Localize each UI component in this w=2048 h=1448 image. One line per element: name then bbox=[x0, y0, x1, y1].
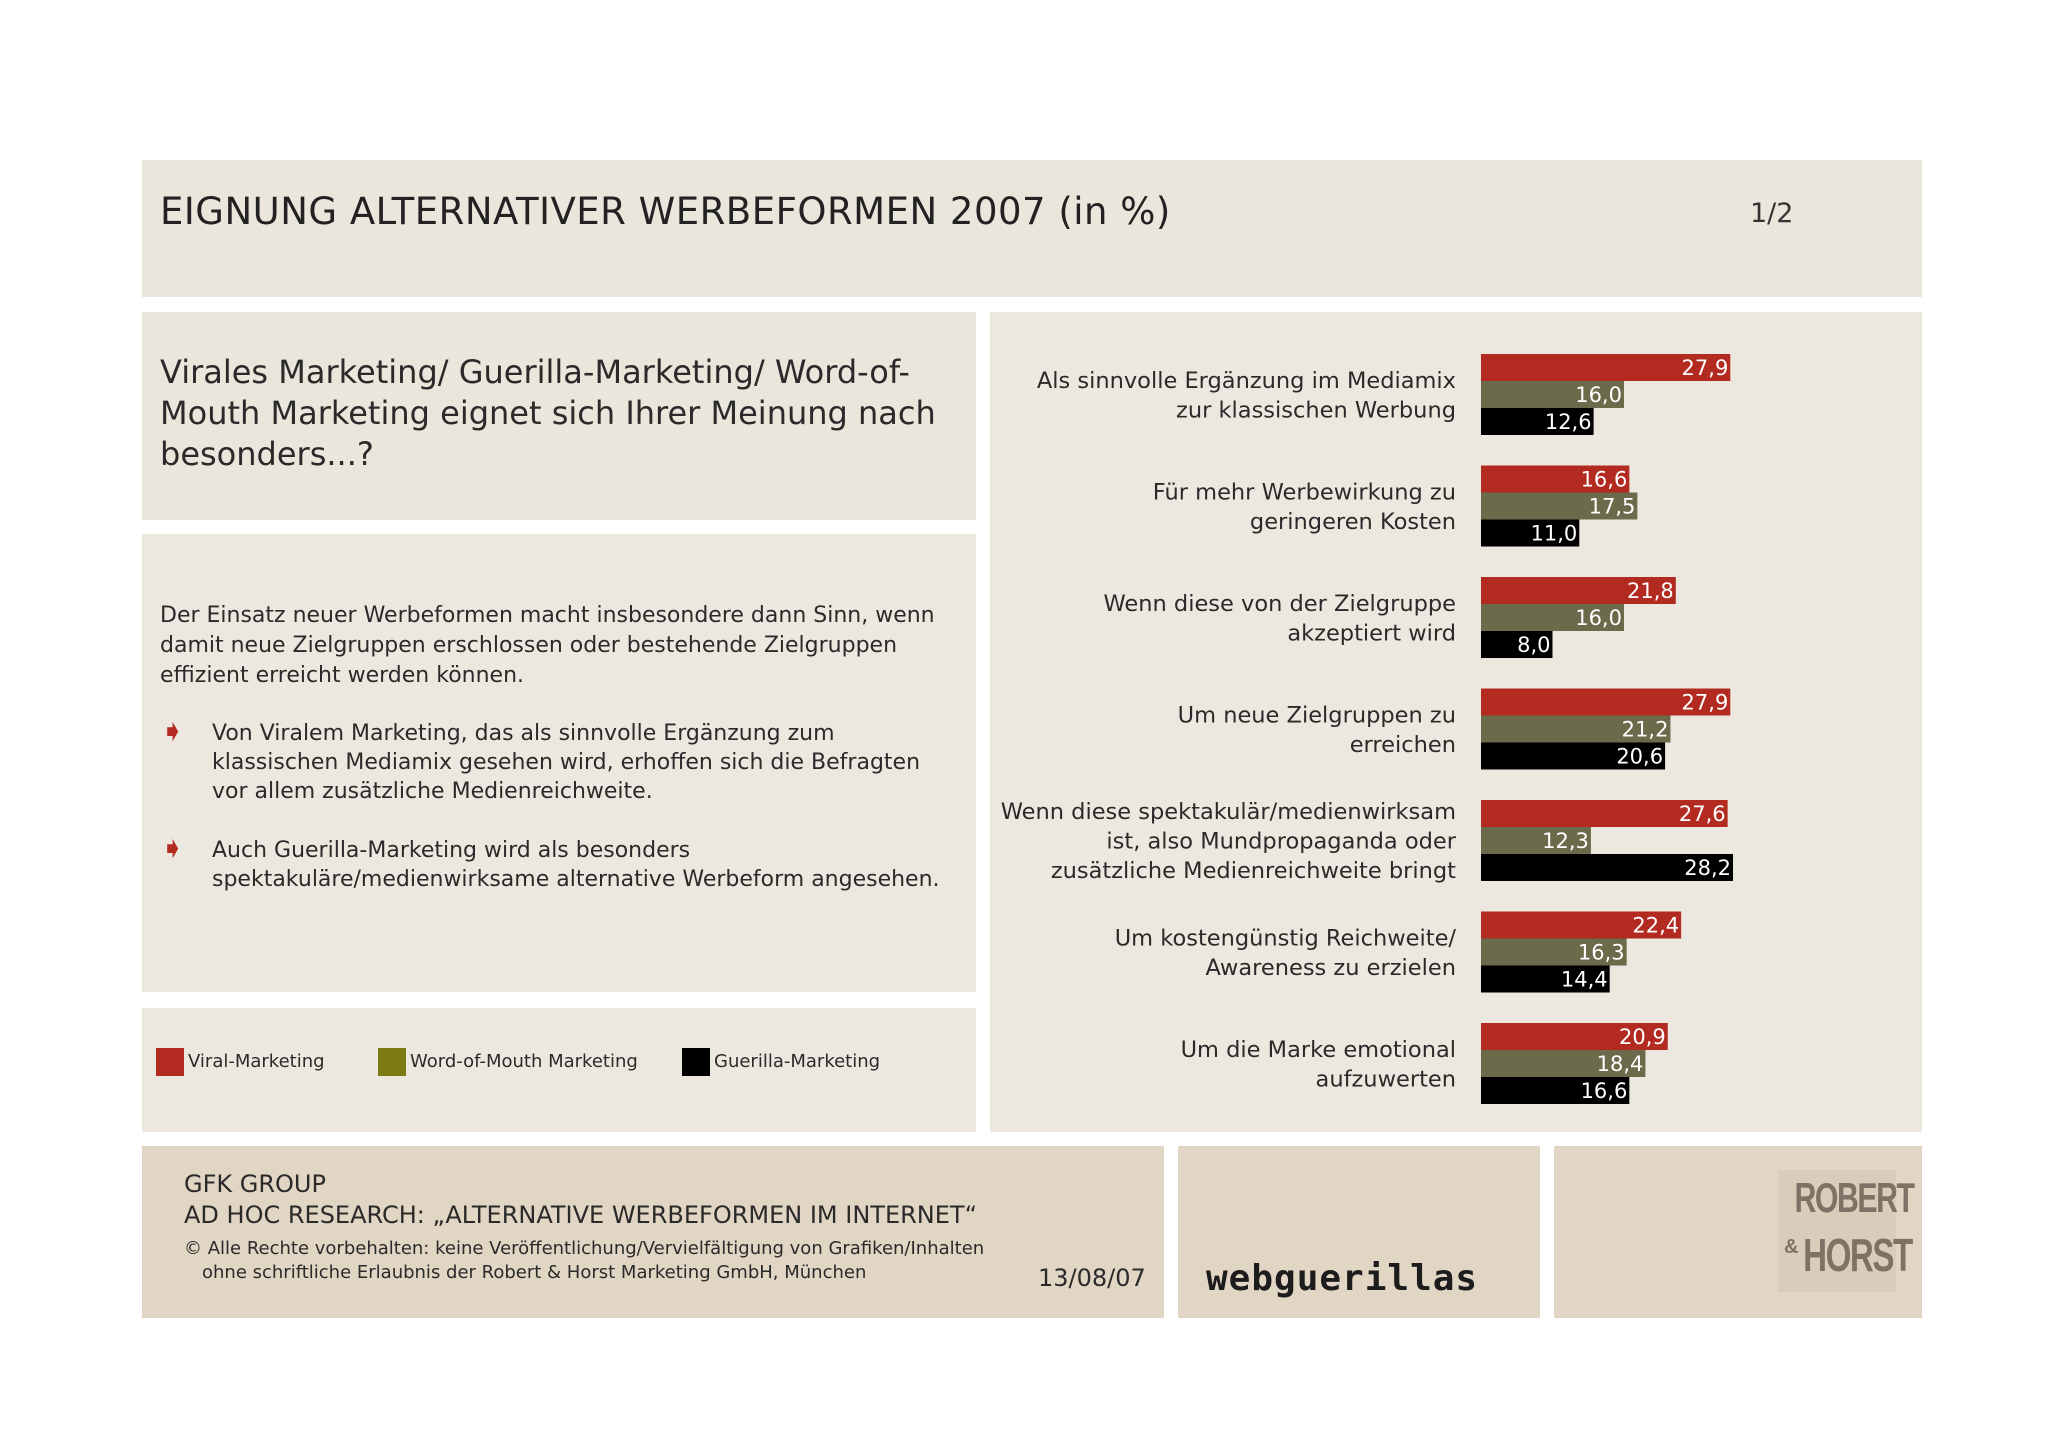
data-label: 16,6 bbox=[1580, 467, 1628, 492]
category-label: ist, also Mundpropaganda oder bbox=[1106, 828, 1456, 855]
category-label: zur klassischen Werbung bbox=[1176, 397, 1456, 424]
category-label: Awareness zu erzielen bbox=[1205, 954, 1456, 981]
data-label: 27,9 bbox=[1681, 690, 1729, 715]
copyright-line-2: ohne schriftliche Erlaubnis der Robert & Horst Marketing GmbH, München bbox=[202, 1262, 867, 1283]
data-label: 20,9 bbox=[1619, 1025, 1666, 1049]
data-label: 18,4 bbox=[1596, 1052, 1644, 1076]
report-date: 13/08/07 bbox=[1038, 1264, 1146, 1292]
category-label: aufzuwerten bbox=[1315, 1066, 1456, 1093]
source-line-2: AD HOC RESEARCH: „ALTERNATIVE WERBEFORMEN IM INTERNET“ bbox=[184, 1201, 978, 1229]
data-label: 16,6 bbox=[1580, 1079, 1628, 1103]
legend-label-viral: Viral-Marketing bbox=[188, 1051, 325, 1072]
data-label: 16,0 bbox=[1575, 606, 1622, 630]
data-label: 8,0 bbox=[1517, 633, 1551, 657]
legend-swatch-guerilla bbox=[682, 1048, 710, 1076]
data-label: 16,3 bbox=[1577, 940, 1625, 965]
data-label: 16,0 bbox=[1575, 383, 1622, 407]
logo-text-robert: ROBERT bbox=[1794, 1174, 1914, 1221]
data-label: 27,9 bbox=[1681, 356, 1729, 380]
red-arrow-icon: ➧ bbox=[160, 831, 186, 866]
data-label: 21,2 bbox=[1621, 717, 1669, 742]
data-label: 28,2 bbox=[1684, 856, 1731, 880]
question-text: Virales Marketing/ Guerilla-Marketing/ Word-of-Mouth Marketing eignet sich Ihrer Meinung nach besonders...? bbox=[160, 353, 936, 473]
data-label: 14,4 bbox=[1560, 967, 1608, 992]
category-label: geringeren Kosten bbox=[1249, 508, 1456, 535]
data-label: 17,5 bbox=[1588, 494, 1636, 519]
category-label: zusätzliche Medienreichweite bringt bbox=[1050, 858, 1456, 884]
bar-chart bbox=[990, 312, 1922, 1132]
category-label: Wenn diese spektakulär/medienwirksam bbox=[1000, 799, 1456, 825]
category-label: Als sinnvolle Ergänzung im Mediamix bbox=[1036, 367, 1456, 394]
data-label: 27,6 bbox=[1678, 802, 1726, 826]
legend-label-guerilla: Guerilla-Marketing bbox=[714, 1051, 881, 1072]
legend-label-word-of-mouth: Word-of-Mouth Marketing bbox=[410, 1051, 638, 1072]
intro-text: Der Einsatz neuer Werbeformen macht insbesondere dann Sinn, wenn damit neue Zielgruppen erschlossen oder bestehende Zielgruppen effizient erreicht werden können. bbox=[160, 603, 935, 688]
bullet-text: Von Viralem Marketing, das als sinnvolle Ergänzung zum klassischen Mediamix gesehen wird, erhoffen sich die Befragten vor allem zusätzliche Medienreichweite. bbox=[212, 721, 921, 804]
category-label: akzeptiert wird bbox=[1287, 620, 1456, 647]
category-label: erreichen bbox=[1349, 731, 1456, 758]
webguerillas-logo: webguerillas bbox=[1206, 1258, 1479, 1299]
category-label: Um die Marke emotional bbox=[1180, 1036, 1456, 1063]
robert-horst-logo bbox=[1778, 1170, 1914, 1292]
legend-panel bbox=[142, 1008, 976, 1132]
copyright-line-1: © Alle Rechte vorbehalten: keine Veröffentlichung/Vervielfältigung von Grafiken/Inhalten bbox=[184, 1238, 985, 1259]
footer-source-panel bbox=[142, 1146, 1164, 1318]
chart-panel bbox=[990, 312, 1922, 1132]
data-label: 12,3 bbox=[1542, 829, 1589, 853]
category-label: Für mehr Werbewirkung zu bbox=[1152, 479, 1456, 506]
data-label: 12,6 bbox=[1544, 410, 1592, 434]
question-panel bbox=[142, 312, 976, 520]
data-label: 21,8 bbox=[1627, 579, 1674, 603]
data-label: 20,6 bbox=[1616, 744, 1664, 769]
footer-brand-panel bbox=[1554, 1146, 1922, 1318]
data-label: 11,0 bbox=[1530, 521, 1578, 546]
data-label: 22,4 bbox=[1632, 913, 1680, 938]
legend-swatch-word-of-mouth bbox=[378, 1048, 406, 1076]
page-number: 1/2 bbox=[1750, 198, 1794, 229]
category-label: Wenn diese von der Zielgruppe bbox=[1103, 590, 1456, 617]
logo-text-horst: HORST bbox=[1803, 1229, 1912, 1281]
bullet-text: Auch Guerilla-Marketing wird als besonders spektakuläre/medienwirksame alternative Werbeform angesehen. bbox=[212, 838, 940, 892]
commentary-panel bbox=[142, 534, 976, 992]
source-line-1: GFK GROUP bbox=[184, 1170, 326, 1198]
header-bar bbox=[142, 160, 1922, 297]
red-arrow-icon: ➧ bbox=[160, 714, 186, 749]
legend-swatch-viral bbox=[156, 1048, 184, 1076]
category-label: Um kostengünstig Reichweite/ bbox=[1114, 925, 1456, 952]
category-label: Um neue Zielgruppen zu bbox=[1177, 702, 1456, 729]
page-title: EIGNUNG ALTERNATIVER WERBEFORMEN 2007 (in %) bbox=[160, 190, 1171, 233]
logo-text-ampersand: & bbox=[1784, 1236, 1799, 1258]
footer-logo-panel bbox=[1178, 1146, 1540, 1318]
